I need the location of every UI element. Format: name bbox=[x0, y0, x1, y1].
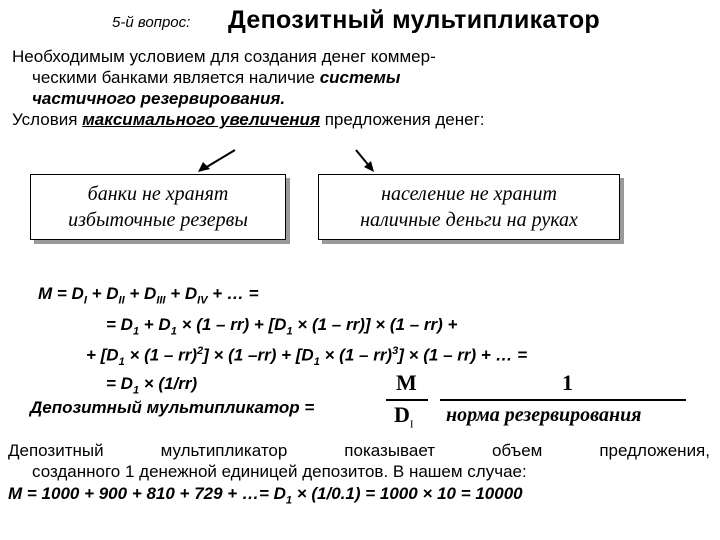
conclusion-line-2: созданного 1 денежной единицей депозитов. В нашем случае: bbox=[32, 462, 527, 481]
intro-line-4-text-b: предложения денег: bbox=[324, 110, 485, 129]
intro-line-1: Необходимым условием для создания денег коммер- bbox=[12, 47, 436, 66]
formula-1-d: + D bbox=[165, 284, 198, 303]
intro-line-4-text-a: Условия bbox=[12, 110, 78, 129]
formula-3-sub-1: 1 bbox=[118, 356, 125, 369]
right-arrow-icon bbox=[356, 150, 374, 172]
formula-4-b: × (1/rr) bbox=[139, 374, 198, 393]
formula-line-1 bbox=[38, 284, 259, 306]
fraction-1-bar bbox=[386, 399, 428, 401]
formula-2-sub-1: 1 bbox=[132, 325, 140, 338]
intro-emphasis-system: системы bbox=[319, 68, 401, 87]
intro-line-2 bbox=[32, 67, 400, 88]
intro-emphasis-maximum: максимального увеличения bbox=[82, 110, 320, 129]
condition-banks-line-1: банки не хранят bbox=[87, 183, 229, 205]
intro-line-2-text: ческими банками является наличие bbox=[32, 68, 315, 87]
formula-2-c: × (1 – rr) + [D bbox=[176, 315, 287, 334]
condition-box-banks bbox=[30, 174, 286, 240]
formula-1-a: M = D bbox=[38, 284, 84, 303]
formula-line-2 bbox=[106, 315, 457, 337]
formula-3-a: + [D bbox=[86, 345, 119, 365]
formula-2-d: × (1 – rr)] × (1 – rr) + bbox=[292, 315, 458, 334]
condition-population-line-2: наличные деньги на руках bbox=[360, 209, 578, 231]
fraction-2-bar bbox=[440, 399, 686, 401]
formula-1-e: + … = bbox=[207, 284, 259, 303]
question-number: 5-й вопрос: bbox=[112, 14, 191, 31]
fraction-1-den-sub: I bbox=[409, 418, 414, 431]
condition-box-population bbox=[318, 174, 620, 240]
fraction-1-den-text: D bbox=[394, 402, 410, 427]
formula-3-sup-1: 2 bbox=[197, 345, 204, 357]
condition-banks-line-2: избыточные резервы bbox=[68, 209, 248, 231]
conclusion-3-a: M = 1000 + 900 + 810 + 729 + …= D bbox=[8, 484, 286, 503]
formula-1-sub-2: II bbox=[118, 294, 125, 307]
conclusion-3-sub: 1 bbox=[285, 494, 292, 507]
formula-1-b: + D bbox=[86, 284, 119, 303]
formula-3-d: × (1 – rr) bbox=[319, 345, 393, 365]
conclusion-line-3 bbox=[8, 484, 523, 506]
formula-2-sub-2: 1 bbox=[170, 325, 177, 338]
conclusion-3-b: × (1/0.1) = 1000 × 10 = 10000 bbox=[292, 484, 523, 503]
slide-title: Депозитный мультипликатор bbox=[228, 6, 600, 34]
fraction-2-denominator: норма резервирования bbox=[446, 404, 642, 426]
formula-4-a: = D bbox=[106, 374, 133, 393]
conclusion-line-1: Депозитный мультипликатор показывает объем предложения, bbox=[8, 441, 710, 460]
left-arrow-icon bbox=[198, 150, 235, 172]
formula-1-sub-3: III bbox=[156, 294, 166, 307]
formula-line-4 bbox=[106, 374, 197, 396]
formula-2-b: + D bbox=[139, 315, 171, 334]
intro-line-4 bbox=[12, 109, 485, 130]
formula-1-sub-1: I bbox=[83, 294, 87, 307]
formula-3-e: ] × (1 – rr) + … = bbox=[398, 345, 528, 365]
formula-1-sub-4: IV bbox=[197, 294, 208, 307]
multiplier-label: Депозитный мультипликатор = bbox=[30, 398, 315, 417]
formula-3-c: ] × (1 –rr) + [D bbox=[203, 345, 314, 365]
formula-3-sub-2: 1 bbox=[313, 356, 320, 369]
formula-4-sub-1: 1 bbox=[132, 384, 140, 397]
formula-3-b: × (1 – rr) bbox=[124, 345, 198, 365]
formula-2-sub-3: 1 bbox=[286, 325, 293, 338]
formula-3-sup-2: 3 bbox=[392, 345, 399, 357]
formula-line-3 bbox=[86, 345, 527, 368]
fraction-1-numerator: M bbox=[396, 370, 417, 395]
condition-population-line-1: население не хранит bbox=[381, 183, 557, 205]
fraction-2-numerator: 1 bbox=[562, 370, 573, 395]
formula-2-a: = D bbox=[106, 315, 133, 334]
fraction-1-denominator bbox=[394, 402, 414, 430]
intro-line-3: частичного резервирования. bbox=[32, 89, 286, 108]
formula-1-c: + D bbox=[124, 284, 157, 303]
